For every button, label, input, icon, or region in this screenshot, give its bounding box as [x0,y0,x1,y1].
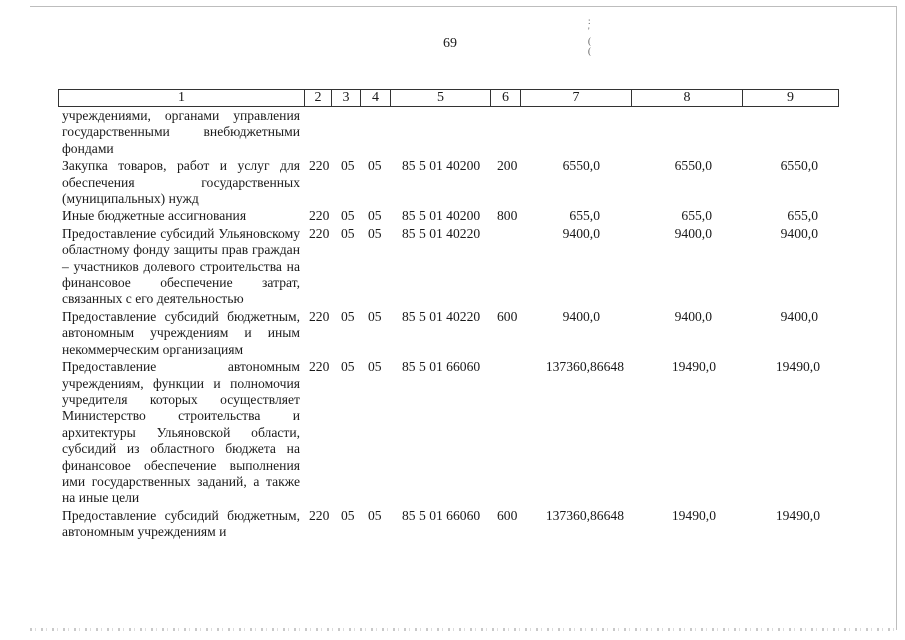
table-row [62,359,842,507]
row-name: учреждениями, органами управления государственными внебюджетными фондами [62,108,300,156]
cell-vr: 600 [497,507,518,523]
cell-rz: 220 [309,308,330,324]
cell-col8: 9400,0 [674,308,712,324]
page-edge-top [30,6,896,7]
row-name: Предоставление субсидий бюджетным, автономным учреждениям и иным некоммерческим организациям [62,308,300,357]
cell-rz: 220 [309,225,330,241]
cell-pr: 05 [341,308,355,324]
cell-csr: 85 5 01 40220 [402,225,481,241]
cell-vr: 800 [497,208,518,224]
column-header: 7 [521,90,632,106]
column-header: 3 [332,90,361,106]
cell-col8: 19490,0 [671,507,716,523]
cell-col9: 19490,0 [775,507,820,523]
cell-col9: 655,0 [787,208,818,224]
table-row [62,208,842,224]
row-name: Закупка товаров, работ и услуг для обеспечения государственных (муниципальных) нужд [62,158,300,207]
cell-col7: 137360,86648 [545,507,624,523]
cell-col7: 655,0 [569,208,600,224]
cell-rz: 220 [309,507,330,523]
cell-subsection: 05 [368,507,382,523]
column-header: 8 [632,90,743,106]
cell-col8: 19490,0 [671,359,716,375]
cell-csr: 85 5 01 40200 [402,208,481,224]
cell-col8: 6550,0 [674,158,712,174]
row-name: Иные бюджетные ассигнования [62,208,247,224]
table-body [62,108,842,541]
cell-col7: 9400,0 [562,225,600,241]
table-header-row [58,89,839,107]
cell-col9: 6550,0 [780,158,818,174]
cell-pr: 05 [341,507,355,523]
cell-pr: 05 [341,225,355,241]
cell-subsection: 05 [368,208,382,224]
column-header: 1 [59,90,305,106]
cell-subsection: 05 [368,158,382,174]
cell-col7: 9400,0 [562,308,600,324]
scan-artifact-bottom [30,628,896,631]
cell-subsection: 05 [368,359,382,375]
table-row [62,508,842,541]
cell-vr: 600 [497,308,518,324]
page-edge-right [896,6,897,630]
cell-csr: 85 5 01 40200 [402,158,481,174]
cell-col9: 9400,0 [780,308,818,324]
table-row [62,108,842,157]
cell-pr: 05 [341,158,355,174]
page-number: 69 [443,36,457,51]
cell-col9: 19490,0 [775,359,820,375]
cell-col8: 9400,0 [674,225,712,241]
cell-col7: 6550,0 [562,158,600,174]
column-header: 6 [491,90,521,106]
scan-artifact: : ' ( ( [588,16,591,56]
cell-subsection: 05 [368,308,382,324]
cell-pr: 05 [341,359,355,375]
column-header: 4 [361,90,391,106]
table-row [62,226,842,308]
row-name: Предоставление субсидий бюджетным, автономным учреждениям и [62,507,300,540]
cell-rz: 220 [309,359,330,375]
row-name: Предоставление автономным учреждениям, функции и полномочия учредителя которых осуществляет Министерство строительства и архитектуры Ульяновской области, субсидий из областного бюджета на финансовое обеспечение выполнения ими государственных заданий, а также на иные цели [62,359,300,506]
cell-rz: 220 [309,208,330,224]
table-row [62,158,842,207]
cell-subsection: 05 [368,225,382,241]
cell-csr: 85 5 01 66060 [402,507,481,523]
cell-col9: 9400,0 [780,225,818,241]
row-name: Предоставление субсидий Ульяновскому областному фонду защиты прав граждан – участников долевого строительства на финансовое обеспечение затрат, связанных с его деятельностью [62,225,300,307]
column-header: 2 [305,90,332,106]
cell-vr: 200 [497,158,518,174]
cell-col8: 655,0 [681,208,712,224]
cell-col7: 137360,86648 [545,359,624,375]
column-header: 5 [391,90,491,106]
cell-pr: 05 [341,208,355,224]
column-header: 9 [787,90,794,105]
cell-csr: 85 5 01 66060 [402,359,481,375]
table-row [62,309,842,358]
cell-csr: 85 5 01 40220 [402,308,481,324]
cell-rz: 220 [309,158,330,174]
